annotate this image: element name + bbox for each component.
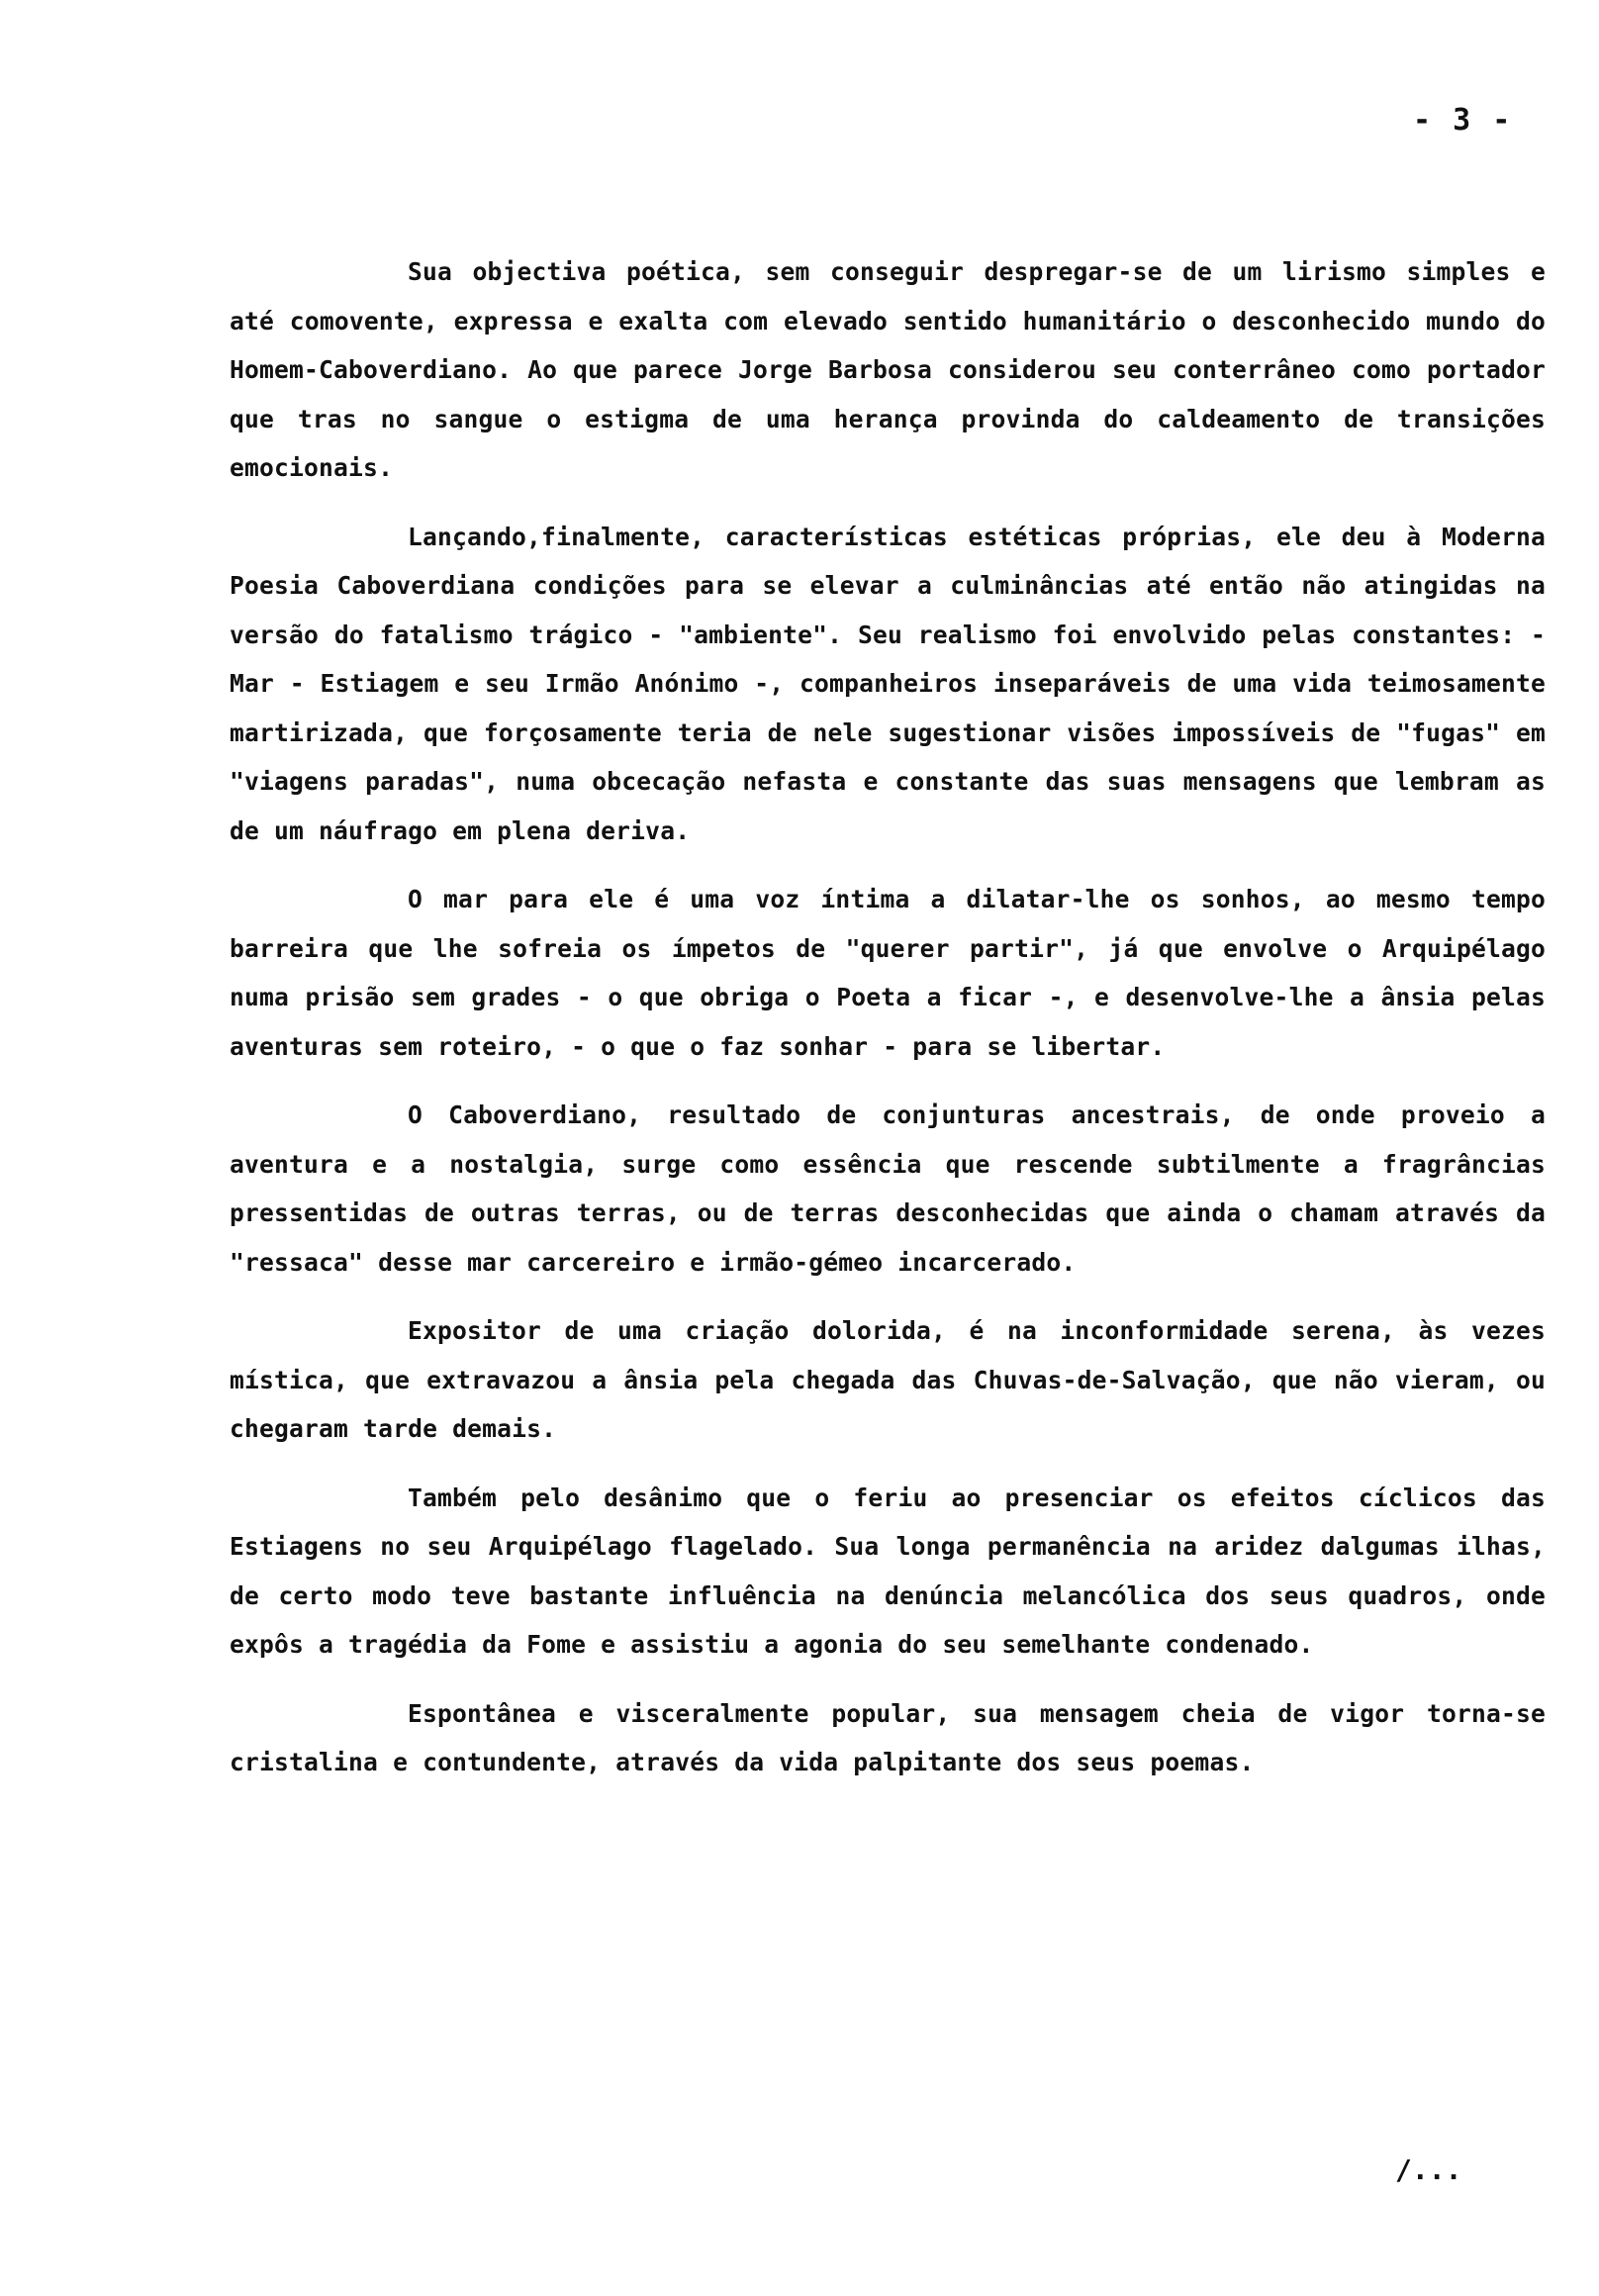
paragraph-4: O Caboverdiano, resultado de conjunturas ancestrais, de onde proveio a aventura e a nostalgia, surge como essência que rescende subtilmente a fragrâncias pressentidas de outras terras, ou de terras desconhecidas que ainda o chamam através da "ressaca" desse mar carcereiro e irmão-gémeo incarcerado. (230, 1100, 1546, 1277)
paragraph-5: Expositor de uma criação dolorida, é na inconformidade serena, às vezes mística, que extravazou a ânsia pela chegada das Chuvas-de-Salvação, que não vieram, ou chegaram tarde demais. (230, 1316, 1546, 1443)
continuation-mark: /... (1395, 2153, 1462, 2186)
paragraph-1: Sua objectiva poética, sem conseguir despregar-se de um lirismo simples e até comovente, expressa e exalta com elevado sentido humanitário o desconhecido mundo do Homem-Caboverdiano. Ao que parece Jorge Barbosa considerou seu conterrâneo como portador que tras no sangue o estigma de uma herança provinda do caldeamento de transições emocionais. (230, 257, 1546, 482)
page-number: - 3 - (1413, 103, 1513, 138)
document-body (230, 247, 1546, 1807)
paragraph-3: O mar para ele é uma voz íntima a dilatar-lhe os sonhos, ao mesmo tempo barreira que lhe sofreia os ímpetos de "querer partir", já que envolve o Arquipélago numa prisão sem grades - o que obriga o Poeta a ficar -, e desenvolve-lhe a ânsia pelas aventuras sem roteiro, - o que o faz sonhar - para se libertar. (230, 885, 1546, 1061)
paragraph-2: Lançando,finalmente, características estéticas próprias, ele deu à Moderna Poesia Caboverdiana condições para se elevar a culminâncias até então não atingidas na versão do fatalismo trágico - "ambiente". Seu realismo foi envolvido pelas constantes: - Mar - Estiagem e seu Irmão Anónimo -, companheiros inseparáveis de uma vida teimosamente martirizada, que forçosamente teria de nele sugestionar visões impossíveis de "fugas" em "viagens paradas", numa obcecação nefasta e constante das suas mensagens que lembram as de um náufrago em plena deriva. (230, 522, 1546, 845)
paragraph-6: Também pelo desânimo que o feriu ao presenciar os efeitos cíclicos das Estiagens no seu Arquipélago flagelado. Sua longa permanência na aridez dalgumas ilhas, de certo modo teve bastante influência na denúncia melancólica dos seus quadros, onde expôs a tragédia da Fome e assistiu a agonia do seu semelhante condenado. (230, 1483, 1546, 1659)
paragraph-7: Espontânea e visceralmente popular, sua mensagem cheia de vigor torna-se cristalina e contundente, através da vida palpitante dos seus poemas. (230, 1698, 1546, 1776)
